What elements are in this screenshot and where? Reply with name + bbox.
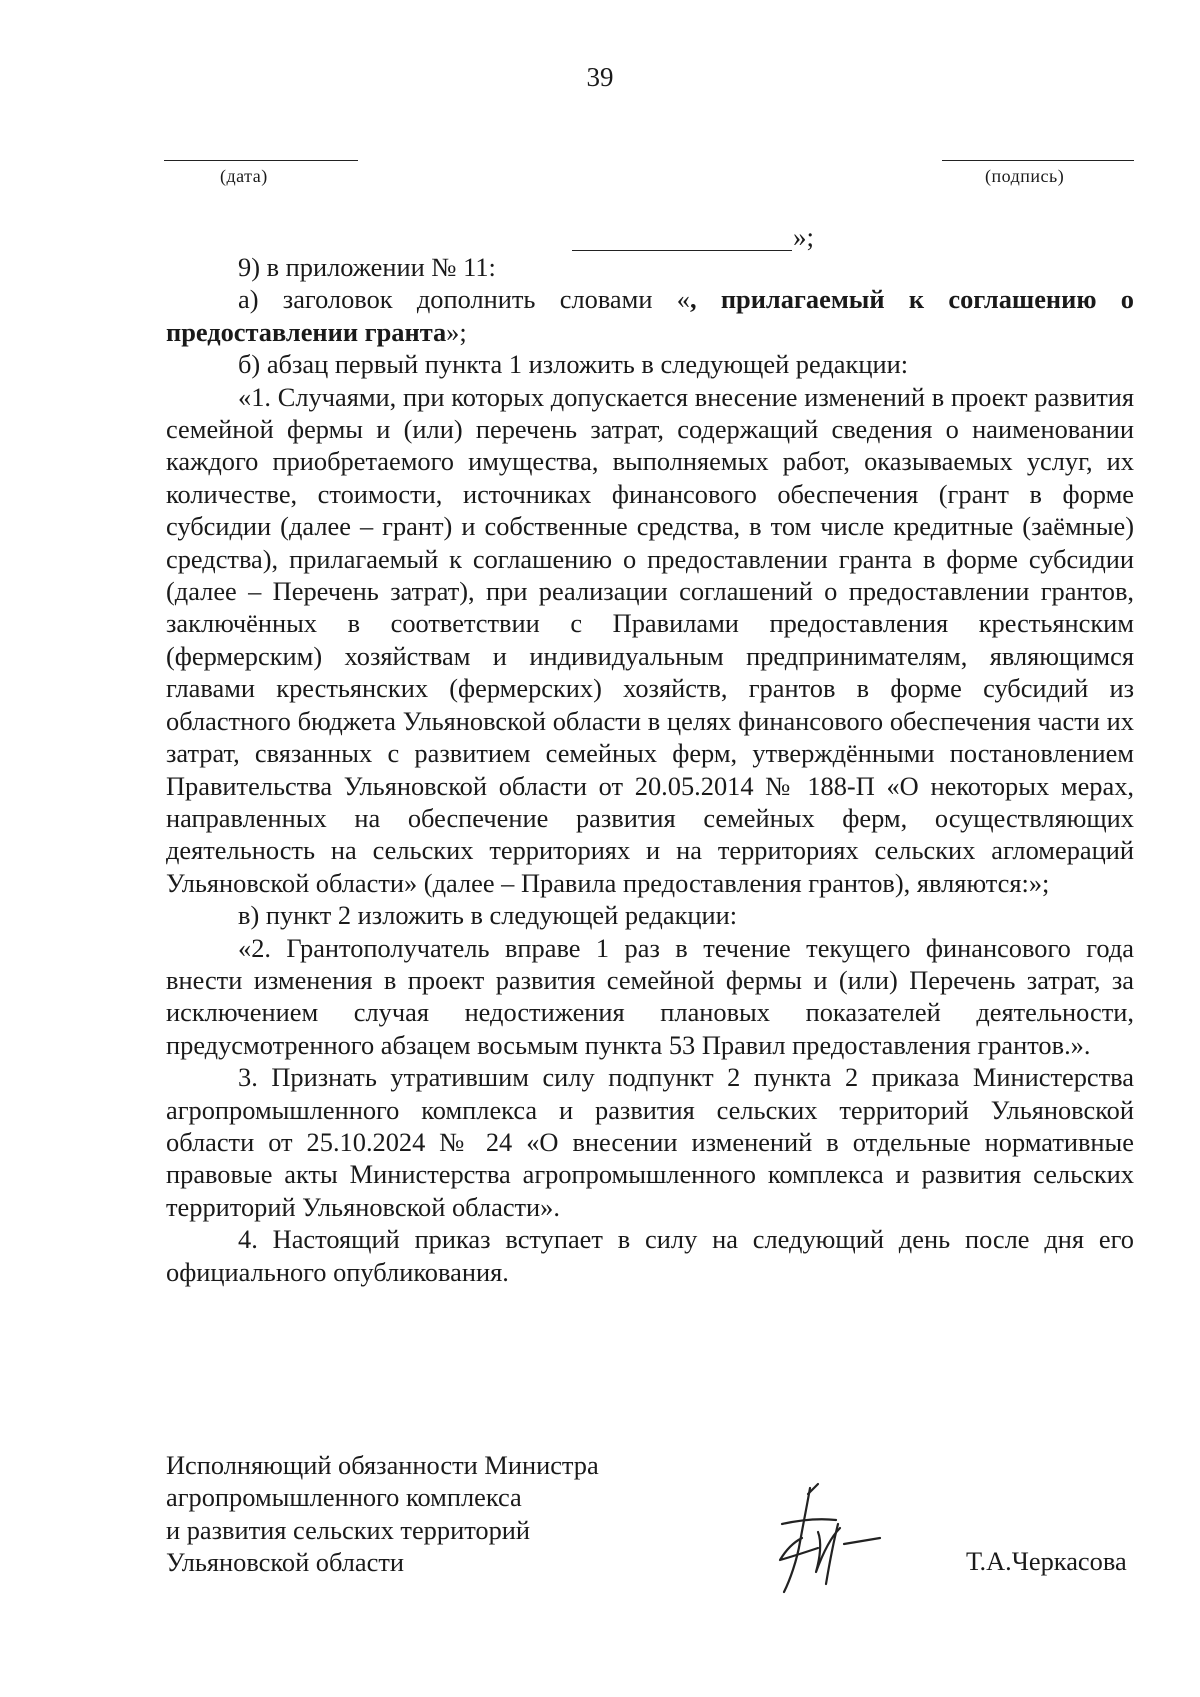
signatory-line-2: агропромышленного комплекса <box>166 1482 522 1513</box>
signature-line <box>942 160 1134 161</box>
paragraph-point-1-intro: б) абзац первый пункта 1 изложить в следующей редакции: <box>238 349 909 380</box>
paragraph-point-2-intro: в) пункт 2 изложить в следующей редакции: <box>238 900 738 931</box>
paragraph-point-1-text: «1. Случаями, при которых допускается внесение изменений в проект развития семейной фермы и (или) перечень затрат, содержащий сведения о наименовании каждого приобретаемого имущества, выполняемых работ, оказываемых услуг, их количестве, стоимости, источниках финансового обеспечения (грант в форме субсидии (далее – грант) и собственные средства, в том числе кредитные (заёмные) средства), прилагаемый к соглашению о предоставлении гранта в форме субсидии (далее – Перечень затрат), при реализации соглашений о предоставлении грантов, заключённых в соответствии с Правилами предоставления крестьянским (фермерским) хозяйствам и индивидуальным предпринимателям, являющимся главами крестьянских (фермерских) хозяйств, грантов в форме субсидий из областного бюджета Ульяновской области в целях финансового обеспечения части их затрат, связанных с развитием семейных ферм, утверждёнными постановлением Правительства Ульяновской области от 20.05.2014 № 188-П «О некоторых мерах, направленных на обеспечение развития семейных ферм, осуществляющих деятельность на сельских территориях и на территориях сельских агломераций Ульяновской области» (далее – Правила предоставления грантов), являются:»; <box>166 381 1134 898</box>
date-line <box>164 160 358 161</box>
page-number: 39 <box>586 62 614 92</box>
paragraph-point-2-text: «2. Грантополучатель вправе 1 раз в течение текущего финансового года внести изменения в проект развития семейной фермы и (или) Перечень затрат, за исключением случая недостижения плановых показателей деятельности, предусмотренного абзацем восьмым пункта 53 Правил предоставления грантов.». <box>166 932 1134 1060</box>
title-amendment-end: »; <box>446 316 467 347</box>
document-body <box>166 251 1134 1288</box>
paragraph-item-4: 4. Настоящий приказ вступает в силу на следующий день после дня его официального опубликования. <box>166 1224 1134 1287</box>
paragraph-item-3: 3. Признать утратившим силу подпункт 2 пункта 2 приказа Министерства агропромышленного комплекса и развития сельских территорий Ульяновской области от 25.10.2024 № 24 «О внесении изменений в отдельные нормативные правовые акты Министерства агропромышленного комплекса и развития сельских территорий Ульяновской области». <box>166 1062 1134 1222</box>
paragraph-appendix-11: 9) в приложении № 11: <box>238 252 496 282</box>
signature-caption: (подпись) <box>985 166 1065 186</box>
signatory-line-4: Ульяновской области <box>166 1547 405 1578</box>
signatory-line-3: и развития сельских территорий <box>166 1514 531 1545</box>
signatory-position <box>166 1449 599 1579</box>
blank-fill-line <box>572 218 792 251</box>
handwritten-signature <box>760 1480 890 1600</box>
date-caption: (дата) <box>220 166 268 186</box>
signer-name: Т.А.Черкасова <box>966 1546 1127 1576</box>
closing-quote: »; <box>793 222 815 252</box>
title-amendment-bold: , прилагаемый к соглашению о предоставлении гранта <box>166 284 1134 347</box>
signatory-line-1: Исполняющий обязанности Министра <box>166 1450 599 1480</box>
title-amendment-start: а) заголовок дополнить словами « <box>238 284 690 315</box>
paragraph-title-amendment <box>166 283 1134 348</box>
